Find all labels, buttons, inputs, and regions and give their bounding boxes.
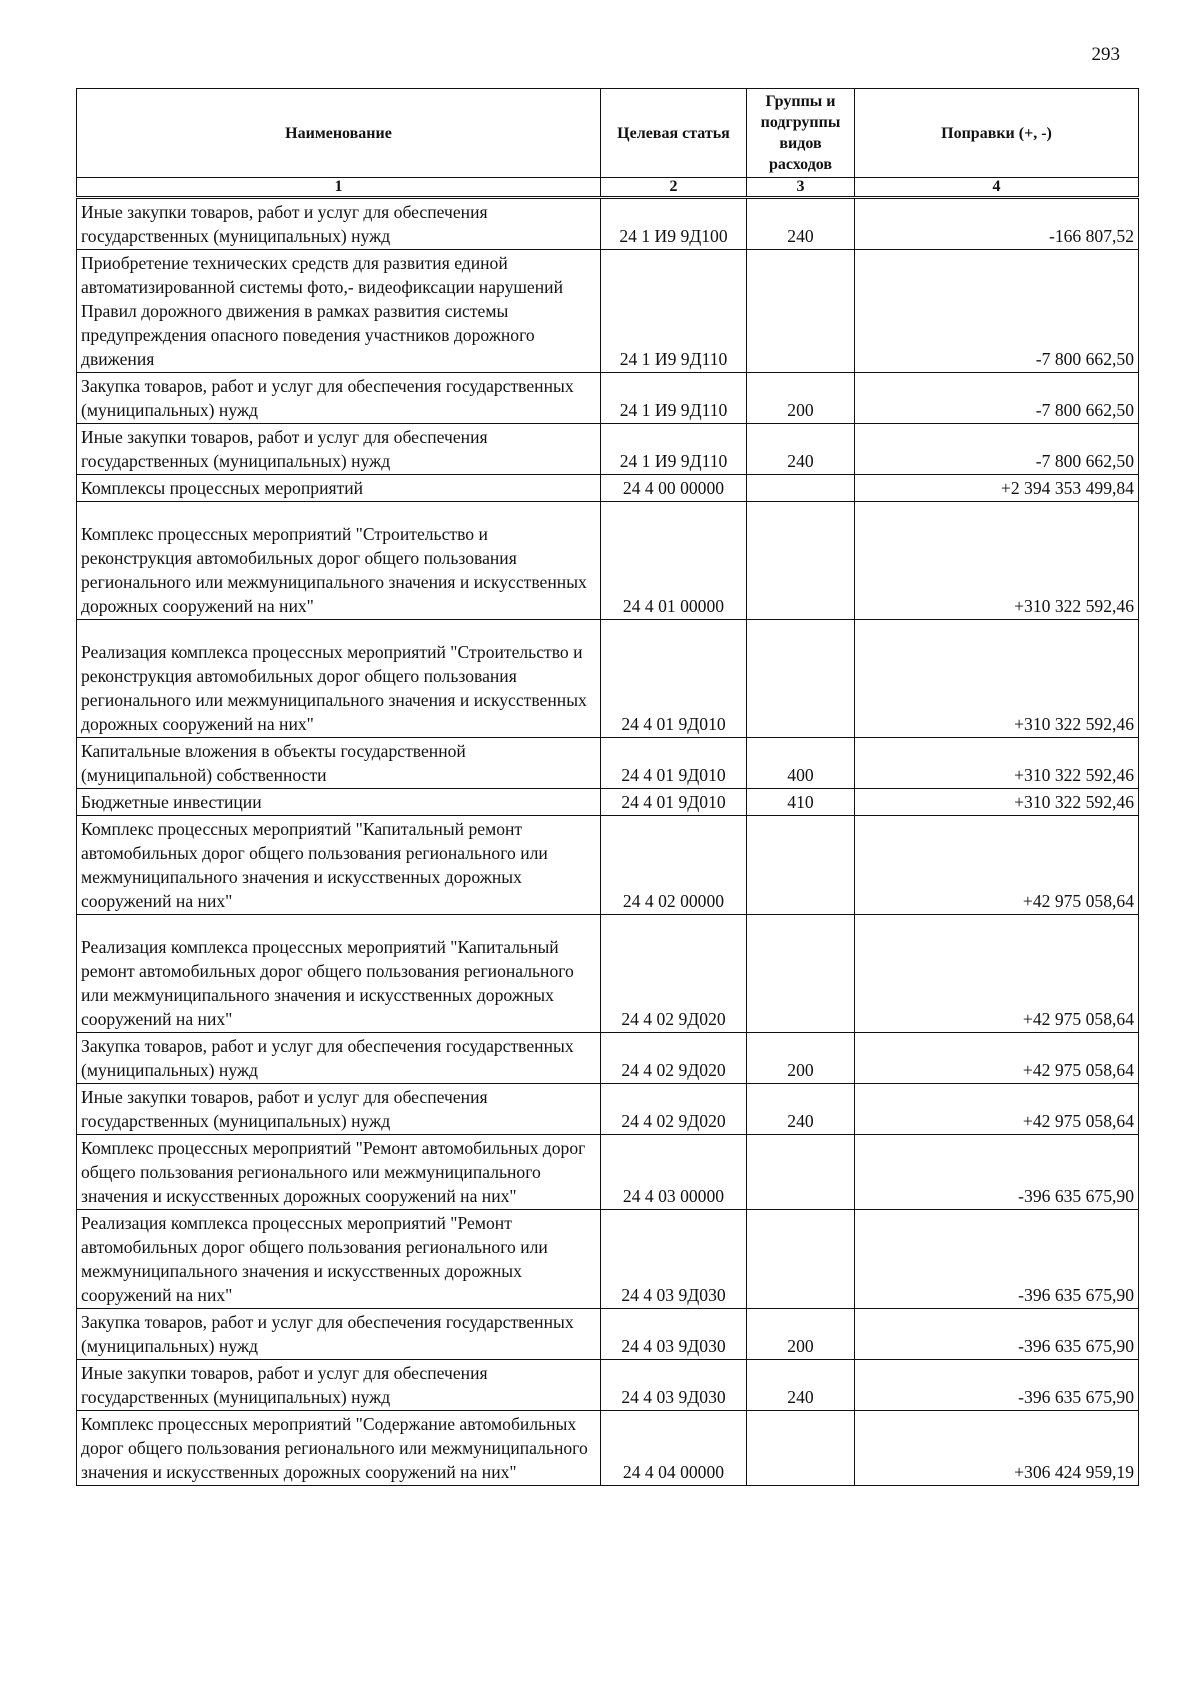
row-amendment: +2 394 353 499,84 bbox=[855, 475, 1139, 502]
row-target-article: 24 4 02 9Д020 bbox=[601, 1084, 747, 1135]
row-name: Бюджетные инвестиции bbox=[77, 789, 601, 816]
row-name: Закупка товаров, работ и услуг для обеспечения государственных (муниципальных) нужд bbox=[77, 1033, 601, 1084]
row-amendment: -166 807,52 bbox=[855, 198, 1139, 250]
row-name: Комплекс процессных мероприятий "Ремонт автомобильных дорог общего пользования регионального или межмуниципального значения и искусственных дорожных сооружений на них" bbox=[77, 1135, 601, 1210]
column-number: 4 bbox=[855, 178, 1139, 198]
row-target-article: 24 1 И9 9Д110 bbox=[601, 373, 747, 424]
column-number: 1 bbox=[77, 178, 601, 198]
table-row bbox=[77, 198, 1139, 250]
table-row bbox=[77, 620, 1139, 738]
table-row bbox=[77, 1309, 1139, 1360]
row-name: Реализация комплекса процессных мероприятий "Строительство и реконструкция автомобильных дорог общего пользования регионального или межмуниципального значения и искусственных дорожных сооружений на них" bbox=[77, 620, 601, 738]
row-amendment: +310 322 592,46 bbox=[855, 789, 1139, 816]
row-amendment: +42 975 058,64 bbox=[855, 816, 1139, 915]
column-number: 2 bbox=[601, 178, 747, 198]
row-expense-group: 240 bbox=[747, 1360, 855, 1411]
row-target-article: 24 4 03 9Д030 bbox=[601, 1309, 747, 1360]
table-row bbox=[77, 502, 1139, 620]
table-row bbox=[77, 1411, 1139, 1486]
row-name: Капитальные вложения в объекты государственной (муниципальной) собственности bbox=[77, 738, 601, 789]
row-target-article: 24 4 01 9Д010 bbox=[601, 789, 747, 816]
row-expense-group: 410 bbox=[747, 789, 855, 816]
table-row bbox=[77, 1084, 1139, 1135]
table-row bbox=[77, 1360, 1139, 1411]
row-target-article: 24 4 01 9Д010 bbox=[601, 620, 747, 738]
row-expense-group bbox=[747, 620, 855, 738]
budget-table bbox=[76, 88, 1139, 1486]
row-amendment: +310 322 592,46 bbox=[855, 502, 1139, 620]
row-target-article: 24 4 01 00000 bbox=[601, 502, 747, 620]
row-amendment: +42 975 058,64 bbox=[855, 1084, 1139, 1135]
row-expense-group bbox=[747, 1210, 855, 1309]
row-expense-group: 240 bbox=[747, 424, 855, 475]
row-name: Закупка товаров, работ и услуг для обеспечения государственных (муниципальных) нужд bbox=[77, 373, 601, 424]
row-amendment: -396 635 675,90 bbox=[855, 1135, 1139, 1210]
row-name: Комплексы процессных мероприятий bbox=[77, 475, 601, 502]
row-expense-group: 240 bbox=[747, 1084, 855, 1135]
row-amendment: -396 635 675,90 bbox=[855, 1309, 1139, 1360]
row-expense-group: 200 bbox=[747, 1309, 855, 1360]
row-amendment: -7 800 662,50 bbox=[855, 250, 1139, 373]
row-amendment: -7 800 662,50 bbox=[855, 424, 1139, 475]
row-expense-group: 400 bbox=[747, 738, 855, 789]
table-row bbox=[77, 789, 1139, 816]
row-name: Иные закупки товаров, работ и услуг для обеспечения государственных (муниципальных) нужд bbox=[77, 1360, 601, 1411]
table-row bbox=[77, 424, 1139, 475]
row-expense-group bbox=[747, 915, 855, 1033]
row-name: Комплекс процессных мероприятий "Капитальный ремонт автомобильных дорог общего пользования регионального или межмуниципального значения и искусственных дорожных сооружений на них" bbox=[77, 816, 601, 915]
row-amendment: -396 635 675,90 bbox=[855, 1210, 1139, 1309]
row-name: Комплекс процессных мероприятий "Содержание автомобильных дорог общего пользования регионального или межмуниципального значения и искусственных дорожных сооружений на них" bbox=[77, 1411, 601, 1486]
row-name: Закупка товаров, работ и услуг для обеспечения государственных (муниципальных) нужд bbox=[77, 1309, 601, 1360]
table-row bbox=[77, 1210, 1139, 1309]
table-row bbox=[77, 738, 1139, 789]
table-row bbox=[77, 915, 1139, 1033]
row-amendment: +310 322 592,46 bbox=[855, 738, 1139, 789]
row-amendment: +310 322 592,46 bbox=[855, 620, 1139, 738]
column-number-row bbox=[77, 178, 1139, 198]
row-name: Иные закупки товаров, работ и услуг для обеспечения государственных (муниципальных) нужд bbox=[77, 1084, 601, 1135]
row-amendment: +42 975 058,64 bbox=[855, 1033, 1139, 1084]
table-row bbox=[77, 373, 1139, 424]
row-name: Иные закупки товаров, работ и услуг для обеспечения государственных (муниципальных) нужд bbox=[77, 424, 601, 475]
row-target-article: 24 1 И9 9Д100 bbox=[601, 198, 747, 250]
row-target-article: 24 4 03 9Д030 bbox=[601, 1210, 747, 1309]
header-amendments: Поправки (+, -) bbox=[855, 89, 1139, 178]
header-target-article: Целевая статья bbox=[601, 89, 747, 178]
table-row bbox=[77, 250, 1139, 373]
row-name: Реализация комплекса процессных мероприятий "Капитальный ремонт автомобильных дорог общего пользования регионального или межмуниципального значения и искусственных дорожных сооружений на них" bbox=[77, 915, 601, 1033]
row-amendment: +42 975 058,64 bbox=[855, 915, 1139, 1033]
row-amendment: -7 800 662,50 bbox=[855, 373, 1139, 424]
row-expense-group bbox=[747, 475, 855, 502]
row-expense-group: 240 bbox=[747, 198, 855, 250]
row-target-article: 24 4 03 9Д030 bbox=[601, 1360, 747, 1411]
row-expense-group bbox=[747, 1135, 855, 1210]
row-expense-group bbox=[747, 502, 855, 620]
row-target-article: 24 4 03 00000 bbox=[601, 1135, 747, 1210]
table-row bbox=[77, 1135, 1139, 1210]
row-target-article: 24 4 01 9Д010 bbox=[601, 738, 747, 789]
header-row bbox=[77, 89, 1139, 178]
row-target-article: 24 4 02 00000 bbox=[601, 816, 747, 915]
row-expense-group bbox=[747, 816, 855, 915]
table-row bbox=[77, 816, 1139, 915]
page-number: 293 bbox=[1091, 44, 1120, 65]
row-target-article: 24 4 02 9Д020 bbox=[601, 915, 747, 1033]
header-name: Наименование bbox=[77, 89, 601, 178]
row-amendment: -396 635 675,90 bbox=[855, 1360, 1139, 1411]
row-target-article: 24 1 И9 9Д110 bbox=[601, 250, 747, 373]
table-row bbox=[77, 475, 1139, 502]
row-expense-group: 200 bbox=[747, 373, 855, 424]
row-target-article: 24 4 00 00000 bbox=[601, 475, 747, 502]
row-target-article: 24 4 02 9Д020 bbox=[601, 1033, 747, 1084]
column-number: 3 bbox=[747, 178, 855, 198]
row-name: Комплекс процессных мероприятий "Строительство и реконструкция автомобильных дорог общего пользования регионального или межмуниципального значения и искусственных дорожных сооружений на них" bbox=[77, 502, 601, 620]
row-expense-group bbox=[747, 250, 855, 373]
row-name: Реализация комплекса процессных мероприятий "Ремонт автомобильных дорог общего пользования регионального или межмуниципального значения и искусственных дорожных сооружений на них" bbox=[77, 1210, 601, 1309]
row-name: Приобретение технических средств для развития единой автоматизированной системы фото,- видеофиксации нарушений Правил дорожного движения в рамках развития системы предупреждения опасного поведения участников дорожного движения bbox=[77, 250, 601, 373]
row-expense-group: 200 bbox=[747, 1033, 855, 1084]
row-name: Иные закупки товаров, работ и услуг для обеспечения государственных (муниципальных) нужд bbox=[77, 198, 601, 250]
header-expense-groups: Группы и подгруппы видов расходов bbox=[747, 89, 855, 178]
row-amendment: +306 424 959,19 bbox=[855, 1411, 1139, 1486]
table-body bbox=[77, 198, 1139, 1486]
table-row bbox=[77, 1033, 1139, 1084]
row-target-article: 24 1 И9 9Д110 bbox=[601, 424, 747, 475]
row-target-article: 24 4 04 00000 bbox=[601, 1411, 747, 1486]
row-expense-group bbox=[747, 1411, 855, 1486]
